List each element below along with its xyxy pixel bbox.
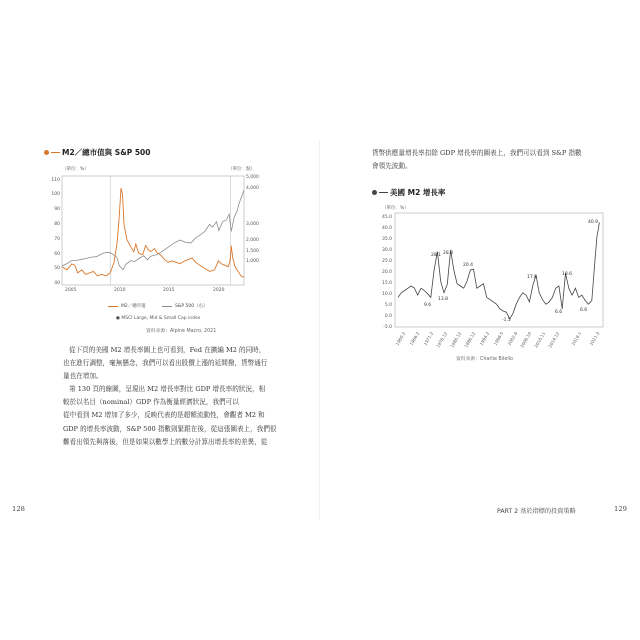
m2-x-tick: 1986.12 [463,331,477,349]
m2-y-tick: 0.0 [384,314,392,319]
left-chart-unit-left: （單位：%） [62,167,89,172]
right-chart-source: 資料來源：Charlie Bilello [456,357,513,362]
m2-data-label: 6.6 [580,308,588,313]
left-x-tick: 2015 [163,288,175,293]
left-y-tick: 110 [51,178,60,183]
m2-x-tick: 1980.12 [449,331,463,349]
left-x-tick: 2010 [114,288,126,293]
right-plot-frame [395,213,603,327]
m2-y-tick: 15.0 [381,281,392,286]
right-y-tick: 3,000 [246,222,259,227]
m2-y-tick: 20.0 [381,270,392,275]
m2-data-label: 13.8 [438,297,449,302]
left-y-tick: 90 [54,207,60,212]
m2-x-tick: 2010.11 [533,331,547,349]
m2-y-tick: 5.0 [384,303,392,308]
text-line: 量也在增加。 [63,372,103,381]
text-line: 較於以名目（nominal）GDP 作為衡量經濟狀況，我們可以 [63,398,239,407]
left-chart-unit-right: （單位：點） [228,167,255,172]
right-chart-title-text: 美國 M2 增長率 [390,188,446,197]
m2-data-label: 28.8 [443,251,454,256]
m2-data-label: 17.8 [527,275,538,280]
m2-x-tick: 1998.5 [492,331,505,347]
m2-x-tick: 2006.10 [519,331,533,349]
m2-x-tick: 1971.2 [422,331,435,347]
m2-y-tick: -5.0 [383,325,392,330]
left-x-tick: 2005 [65,288,77,293]
m2-x-tick: 2002.6 [506,331,519,347]
m2-x-tick: 2014.12 [547,331,561,349]
right-y-tick: 2,000 [246,238,259,243]
left-chart-source: 資料來源：Alpine Macro, 2021 [146,329,217,334]
left-y-tick: 40 [54,281,60,286]
m2-data-label: 6.6 [555,310,563,315]
index-note: ● MSCI Large, Mid & Small Cap index [116,316,201,321]
legend-label: M2／總市值 [121,304,146,309]
m2-data-label: 20.4 [463,263,474,268]
m2-y-tick: 40.0 [381,226,392,231]
m2-x-tick: 1976.12 [435,331,449,349]
m2-y-tick: 25.0 [381,259,392,264]
right-y-tick: 1,500 [246,249,259,254]
m2-x-tick: 1994.2 [478,331,491,347]
m2-x-tick: 2019.1 [570,331,583,347]
left-page-number: 128 [12,505,25,513]
text-line: 第 130 頁的線圖，呈現出 M2 增長率對比 GDP 增長率的狀況，相 [69,385,266,394]
running-head: PART 2 基於指標的投資策略 [497,508,576,515]
text-line: 從下頁的美國 M2 增長率圖上也可看到，Fed 在擴編 M2 的同時， [69,346,266,354]
m2-y-tick: 35.0 [381,237,392,242]
left-y-tick: 70 [54,237,60,242]
left-x-tick: 2020 [213,288,225,293]
m2-y-tick: 30.0 [381,248,392,253]
m2-data-label: 9.6 [424,303,432,308]
text-line: 從中看到 M2 增加了多少，反映代表的是超額流動性，會觀者 M2 和 [63,411,265,420]
text-line: GDP 的增長率波動，S&P 500 指數則緊跟在後，從這張圖表上，我們很 [63,424,277,433]
m2-data-label: -1.5 [502,318,511,323]
m2-x-tick: 1960.2 [394,331,407,347]
text-line: 也在進行調整，毫無懸念，我們可以看出股價上漲的延間撥，貨幣通行 [63,359,268,368]
left-y-tick: 80 [54,222,60,227]
left-y-tick: 50 [54,266,60,271]
right-y-tick: 1,000 [246,259,259,264]
m2-data-label: 28.1 [431,253,442,258]
right-page-number: 129 [614,505,627,513]
text-line: 貨幣供應量增長率扣除 GDP 增長率的圖表上，我們可以看到 S&P 指數 [372,149,582,157]
left-chart-title-text: M2／總市值與 S&P 500 [62,148,151,157]
m2-y-tick: 10.0 [381,292,392,297]
right-y-tick: 5,000 [246,175,259,180]
m2-y-tick: 45.0 [381,215,392,220]
text-line: 會領先波動。 [372,162,412,171]
m2-data-label: 40.9 [588,220,599,225]
left-y-tick: 100 [51,192,60,197]
text-line: 難看出領先與落後，但是如果以數學上的數分計算出增長率的差異，從 [63,437,268,446]
m2-x-tick: 2021.3 [588,331,601,347]
left-y-tick: 60 [54,252,60,257]
m2-x-tick: 1966.2 [408,331,421,347]
legend-label: S&P 500（右） [175,304,208,309]
right-chart-unit: （單位：%） [382,206,409,211]
m2-data-label: 18.6 [562,272,573,277]
right-y-tick: 4,000 [246,186,259,191]
